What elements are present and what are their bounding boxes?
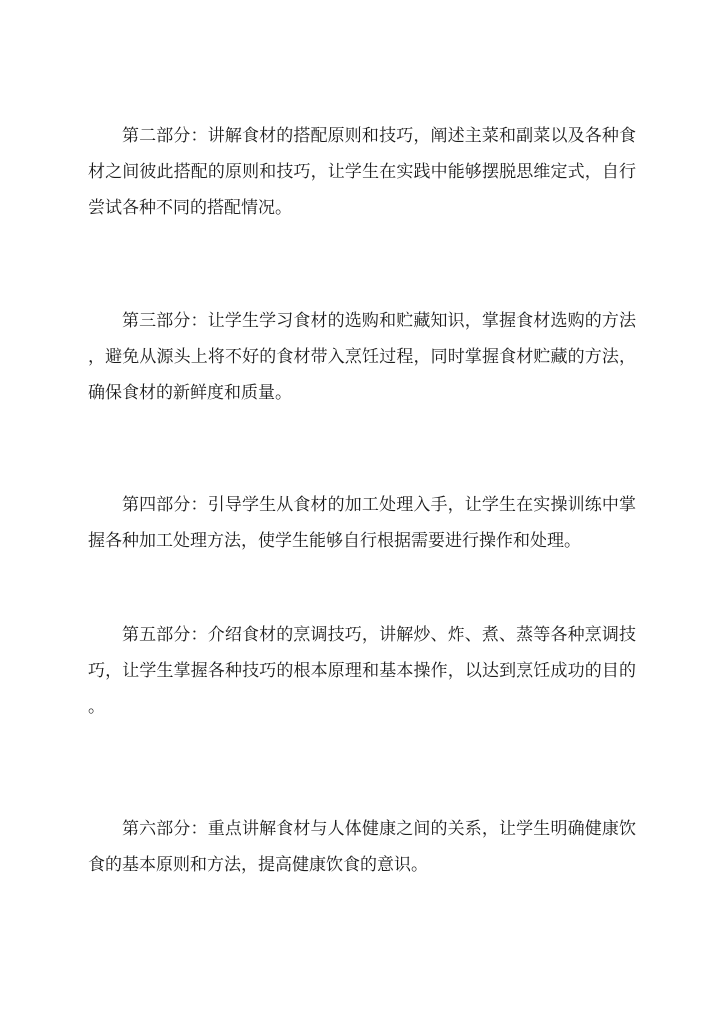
paragraph-part-four [88, 487, 636, 559]
paragraph-line: 第五部分：介绍食材的烹调技巧，讲解炒、炸、煮、蒸等各种烹调技 [122, 625, 636, 645]
paragraph-line: 尝试各种不同的搭配情况。 [88, 198, 292, 218]
paragraph-line: 食的基本原则和方法，提高健康饮食的意识。 [88, 855, 428, 875]
paragraph-line: 第六部分：重点讲解食材与人体健康之间的关系，让学生明确健康饮 [122, 819, 636, 839]
paragraph-line: 第三部分：让学生学习食材的选购和贮藏知识，掌握食材选购的方法 [122, 311, 636, 331]
paragraph-part-three [88, 303, 636, 411]
paragraph-part-two [88, 118, 636, 226]
paragraph-line: 巧，让学生掌握各种技巧的根本原理和基本操作，以达到烹饪成功的目的 [88, 661, 636, 681]
paragraph-line: 材之间彼此搭配的原则和技巧，让学生在实践中能够摆脱思维定式，自行 [88, 162, 636, 182]
paragraph-line: 握各种加工处理方法，使学生能够自行根据需要进行操作和处理。 [88, 531, 581, 551]
paragraph-line: 确保食材的新鲜度和质量。 [88, 383, 292, 403]
paragraph-part-five [88, 617, 636, 725]
paragraph-line: ，避免从源头上将不好的食材带入烹饪过程，同时掌握食材贮藏的方法， [88, 347, 636, 367]
paragraph-line: 第四部分：引导学生从食材的加工处理入手，让学生在实操训练中掌 [122, 495, 636, 515]
paragraph-part-six [88, 811, 636, 883]
paragraph-line: 第二部分：讲解食材的搭配原则和技巧，阐述主菜和副菜以及各种食 [122, 126, 636, 146]
paragraph-line: 。 [88, 697, 105, 717]
